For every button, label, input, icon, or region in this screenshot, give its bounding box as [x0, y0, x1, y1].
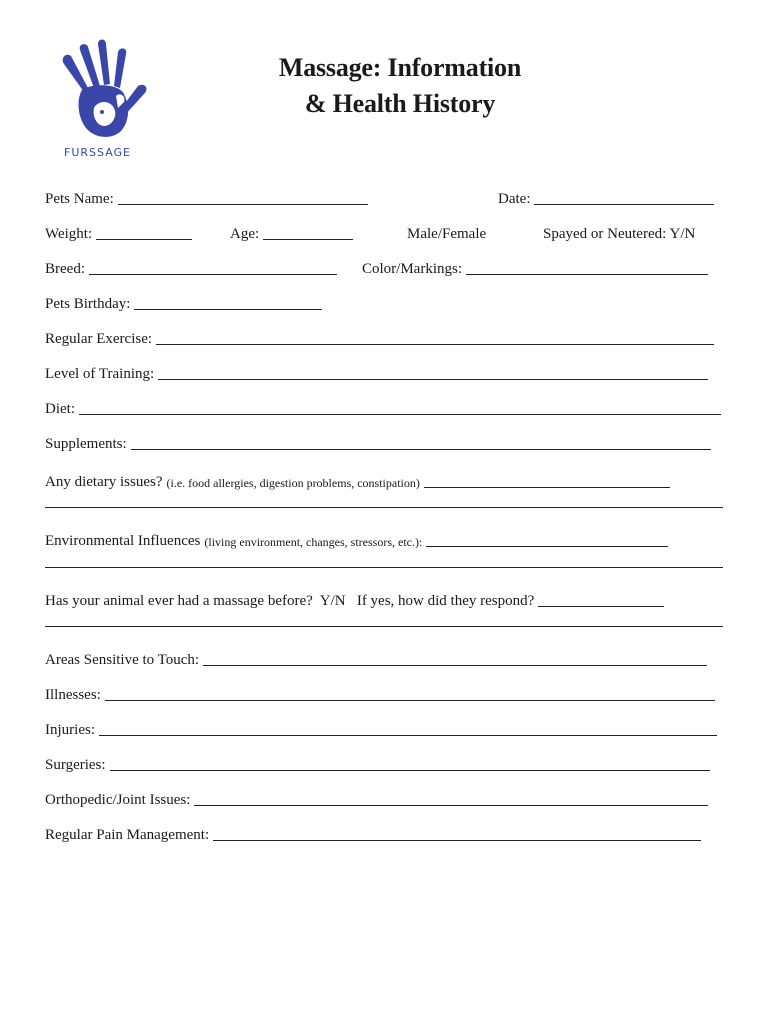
pets-name-row	[45, 188, 368, 208]
massage-response-field[interactable]	[538, 605, 664, 607]
orthopedic-row	[45, 789, 708, 809]
orthopedic-field[interactable]	[194, 804, 708, 806]
exercise-field[interactable]	[156, 343, 714, 345]
surgeries-field[interactable]	[110, 769, 710, 771]
sex-label: Male/Female	[407, 226, 487, 242]
surgeries-row	[45, 754, 710, 774]
illnesses-label: Illnesses:	[45, 687, 101, 703]
sensitive-areas-row	[45, 649, 707, 669]
pets-name-field[interactable]	[118, 203, 368, 205]
dietary-issues-field-line-2[interactable]	[45, 507, 723, 508]
supplements-label: Supplements:	[45, 436, 127, 452]
environment-note: (living environment, changes, stressors, etc.):	[204, 535, 423, 549]
age-label: Age:	[230, 226, 260, 242]
training-label: Level of Training:	[45, 366, 155, 382]
pain-management-field[interactable]	[213, 839, 701, 841]
pain-management-label: Regular Pain Management:	[45, 827, 210, 843]
spayed-label: Spayed or Neutered: Y/N	[543, 226, 696, 242]
page-title	[240, 50, 560, 122]
furssage-logo	[58, 38, 158, 162]
exercise-label: Regular Exercise:	[45, 331, 153, 347]
training-row	[45, 363, 708, 383]
injuries-label: Injuries:	[45, 722, 95, 738]
diet-row	[45, 398, 721, 418]
sensitive-areas-field[interactable]	[203, 664, 707, 666]
environment-field-line-2[interactable]	[45, 567, 723, 568]
color-markings-field[interactable]	[466, 273, 708, 275]
color-markings-row	[362, 258, 708, 278]
age-row	[230, 223, 353, 243]
dietary-issues-label: Any dietary issues?	[45, 474, 163, 490]
environment-row	[45, 530, 668, 550]
logo-text: FURSSAGE	[64, 146, 131, 159]
breed-field[interactable]	[89, 273, 337, 275]
date-row	[498, 188, 714, 208]
weight-row	[45, 223, 192, 243]
breed-label: Breed:	[45, 261, 85, 277]
injuries-row	[45, 719, 717, 739]
diet-label: Diet:	[45, 401, 75, 417]
dietary-issues-field[interactable]	[424, 486, 670, 488]
orthopedic-label: Orthopedic/Joint Issues:	[45, 792, 191, 808]
title-line-2: & Health History	[304, 89, 496, 118]
environment-field[interactable]	[426, 545, 668, 547]
date-label: Date:	[498, 191, 531, 207]
surgeries-label: Surgeries:	[45, 757, 106, 773]
breed-row	[45, 258, 337, 278]
diet-field[interactable]	[79, 413, 721, 415]
illnesses-field[interactable]	[105, 699, 715, 701]
sensitive-areas-label: Areas Sensitive to Touch:	[45, 652, 200, 668]
dietary-issues-row	[45, 471, 670, 491]
massage-before-row	[45, 590, 664, 610]
pets-name-label: Pets Name:	[45, 191, 114, 207]
color-markings-label: Color/Markings:	[362, 261, 462, 277]
dietary-issues-note: (i.e. food allergies, digestion problems, constipation)	[166, 476, 420, 490]
exercise-row	[45, 328, 714, 348]
hand-paw-icon	[58, 38, 158, 162]
training-field[interactable]	[158, 378, 708, 380]
birthday-row	[45, 293, 322, 313]
sex-option[interactable]	[407, 223, 486, 243]
supplements-row	[45, 433, 711, 453]
illnesses-row	[45, 684, 715, 704]
injuries-field[interactable]	[99, 734, 717, 736]
pain-management-row	[45, 824, 701, 844]
massage-response-field-line-2[interactable]	[45, 626, 723, 627]
birthday-field[interactable]	[134, 308, 322, 310]
supplements-field[interactable]	[131, 448, 711, 450]
weight-label: Weight:	[45, 226, 93, 242]
date-field[interactable]	[534, 203, 714, 205]
environment-label: Environmental Influences	[45, 533, 201, 549]
spayed-option[interactable]	[543, 223, 695, 243]
birthday-label: Pets Birthday:	[45, 296, 131, 312]
title-line-1: Massage: Information	[278, 53, 522, 82]
weight-field[interactable]	[96, 238, 192, 240]
massage-before-label: Has your animal ever had a massage before? Y/N If yes, how did they respond?	[45, 593, 535, 609]
age-field[interactable]	[263, 238, 353, 240]
